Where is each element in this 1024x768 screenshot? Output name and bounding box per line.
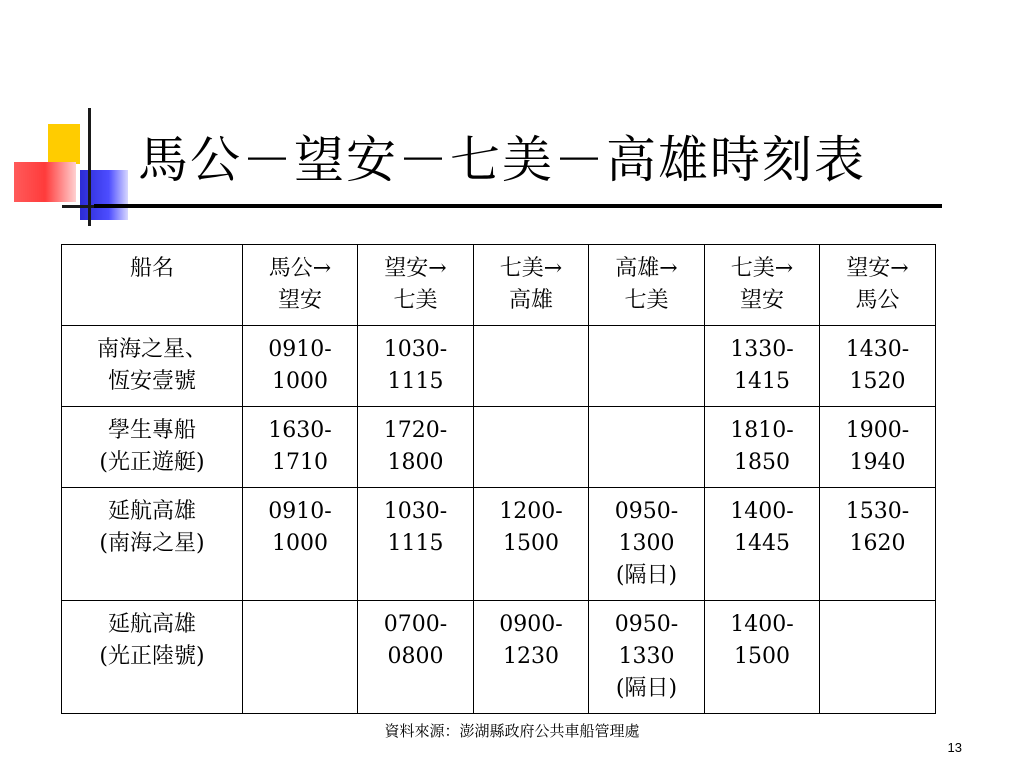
time-cell: 1400- 1445 <box>705 488 820 601</box>
source-note: 資料來源：澎湖縣政府公共車船管理處 <box>384 722 640 740</box>
header-cell: 船名 <box>62 245 243 326</box>
time-cell: 1430- 1520 <box>820 326 936 407</box>
time-cell: 1400- 1500 <box>705 601 820 714</box>
time-cell: 0950- 1300 (隔日) <box>589 488 705 601</box>
page-number: 13 <box>947 740 962 755</box>
time-cell: 0910- 1000 <box>243 326 358 407</box>
header-cell: 七美→ 望安 <box>705 245 820 326</box>
table-header-row <box>62 245 936 326</box>
logo-vertical-line <box>88 108 91 226</box>
time-cell <box>820 601 936 714</box>
time-cell <box>243 601 358 714</box>
table-row <box>62 407 936 488</box>
time-cell: 1330- 1415 <box>705 326 820 407</box>
title-underline <box>94 204 942 208</box>
logo-yellow-square <box>48 124 80 164</box>
time-cell <box>589 326 705 407</box>
time-cell: 0900- 1230 <box>474 601 589 714</box>
logo-red-bar <box>14 162 76 202</box>
header-cell: 七美→ 高雄 <box>474 245 589 326</box>
ship-name-cell: 學生專船 (光正遊艇) <box>62 407 243 488</box>
time-cell: 1030- 1115 <box>358 326 474 407</box>
time-cell <box>589 407 705 488</box>
ferry-schedule-table <box>61 244 936 714</box>
header-cell: 高雄→ 七美 <box>589 245 705 326</box>
table-row <box>62 326 936 407</box>
ship-name-cell: 南海之星、 恆安壹號 <box>62 326 243 407</box>
header-cell: 馬公→ 望安 <box>243 245 358 326</box>
time-cell: 1900- 1940 <box>820 407 936 488</box>
time-cell: 1810- 1850 <box>705 407 820 488</box>
logo-horizontal-line <box>62 205 94 208</box>
table-row <box>62 488 936 601</box>
ship-name-cell: 延航高雄 (南海之星) <box>62 488 243 601</box>
slide-title: 馬公－望安－七美－高雄時刻表 <box>138 131 866 189</box>
header-cell: 望安→ 馬公 <box>820 245 936 326</box>
header-cell: 望安→ 七美 <box>358 245 474 326</box>
table-row <box>62 601 936 714</box>
time-cell: 0700- 0800 <box>358 601 474 714</box>
time-cell: 1630- 1710 <box>243 407 358 488</box>
ship-name-cell: 延航高雄 (光正陸號) <box>62 601 243 714</box>
time-cell <box>474 407 589 488</box>
time-cell: 0950- 1330 (隔日) <box>589 601 705 714</box>
time-cell <box>474 326 589 407</box>
time-cell: 0910- 1000 <box>243 488 358 601</box>
time-cell: 1720- 1800 <box>358 407 474 488</box>
time-cell: 1200- 1500 <box>474 488 589 601</box>
time-cell: 1530- 1620 <box>820 488 936 601</box>
time-cell: 1030- 1115 <box>358 488 474 601</box>
